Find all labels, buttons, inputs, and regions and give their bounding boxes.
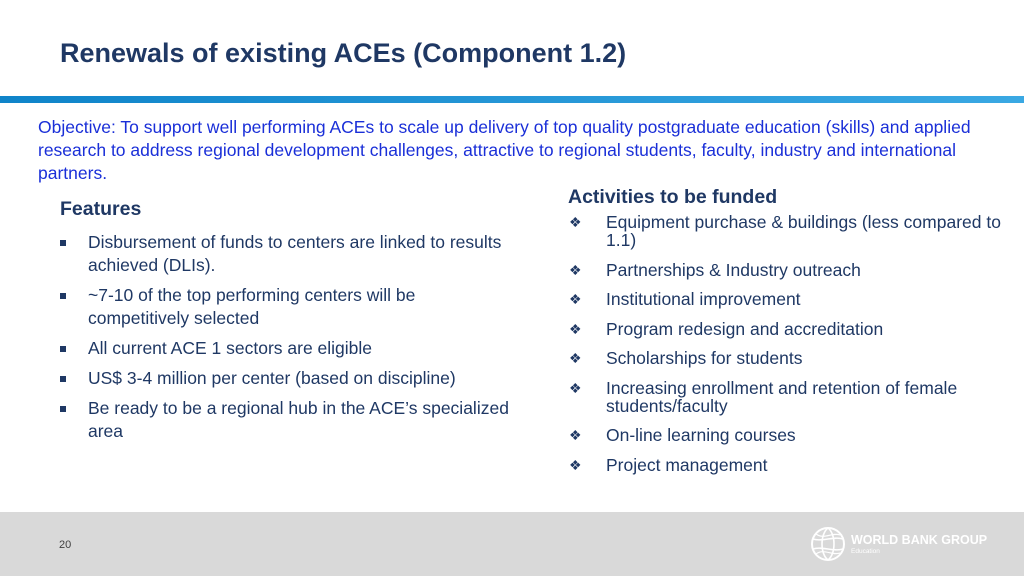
activity-item-text: Scholarships for students xyxy=(606,348,803,368)
feature-item-text: Be ready to be a regional hub in the ACE’s specialized area xyxy=(88,398,509,441)
activity-item-text: Equipment purchase & buildings (less compared to 1.1) xyxy=(606,212,1001,250)
features-list xyxy=(60,231,510,443)
activity-item-text: Partnerships & Industry outreach xyxy=(606,259,861,280)
diamond-bullet-icon: ❖ xyxy=(569,379,582,396)
activities-section xyxy=(568,186,1020,485)
feature-item-text: All current ACE 1 sectors are eligible xyxy=(88,338,373,358)
feature-item xyxy=(60,231,510,277)
activity-item-text: Institutional improvement xyxy=(606,289,801,309)
globe-icon xyxy=(810,526,846,562)
square-bullet-icon xyxy=(60,346,66,352)
diamond-bullet-icon: ❖ xyxy=(569,350,582,366)
activity-item xyxy=(568,456,1020,474)
square-bullet-icon xyxy=(60,376,66,382)
diamond-bullet-icon: ❖ xyxy=(569,456,582,473)
page-number: 20 xyxy=(59,539,72,551)
activity-item-text: On-line learning courses xyxy=(606,425,796,445)
feature-item-text: ~7-10 of the top performing centers will be competitively selected xyxy=(88,285,416,328)
diamond-bullet-icon: ❖ xyxy=(569,427,582,443)
features-section xyxy=(60,198,510,450)
square-bullet-icon xyxy=(60,293,66,299)
footer-bar xyxy=(0,512,1024,576)
feature-item xyxy=(60,284,510,330)
activity-item xyxy=(568,320,1020,338)
objective-text: Objective: To support well performing ACEs to scale up delivery of top quality postgraduate education (skills) and applied research to address regional development challenges, attractive to regional students, faculty, industry and international partners. xyxy=(38,117,971,183)
feature-item-text: Disbursement of funds to centers are linked to results achieved (DLIs). xyxy=(88,232,502,275)
features-heading: Features xyxy=(60,198,142,220)
slide-title: Renewals of existing ACEs (Component 1.2) xyxy=(60,38,627,68)
square-bullet-icon xyxy=(60,240,66,246)
activity-item xyxy=(568,261,1020,279)
logo-subtitle-text: Education xyxy=(851,548,880,555)
diamond-bullet-icon: ❖ xyxy=(569,261,582,278)
activity-item-text: Project management xyxy=(606,454,768,475)
feature-item xyxy=(60,397,510,443)
activities-heading: Activities to be funded xyxy=(568,186,778,208)
feature-item-text: US$ 3-4 million per center (based on discipline) xyxy=(88,368,456,388)
activities-list xyxy=(568,213,1020,474)
activity-item-text: Increasing enrollment and retention of female students/faculty xyxy=(606,377,958,416)
feature-item xyxy=(60,367,510,390)
diamond-bullet-icon: ❖ xyxy=(569,320,582,337)
activity-item-text: Program redesign and accreditation xyxy=(606,318,884,339)
title-underline-bar xyxy=(0,96,1024,103)
world-bank-logo xyxy=(810,526,1010,562)
activity-item xyxy=(568,379,1020,415)
activity-item xyxy=(568,213,1020,249)
feature-item xyxy=(60,337,510,360)
square-bullet-icon xyxy=(60,406,66,412)
activity-item xyxy=(568,426,1020,444)
diamond-bullet-icon: ❖ xyxy=(569,291,582,307)
activity-item xyxy=(568,290,1020,308)
logo-name-text: WORLD BANK GROUP xyxy=(851,533,988,547)
activity-item xyxy=(568,349,1020,367)
diamond-bullet-icon: ❖ xyxy=(569,214,582,230)
